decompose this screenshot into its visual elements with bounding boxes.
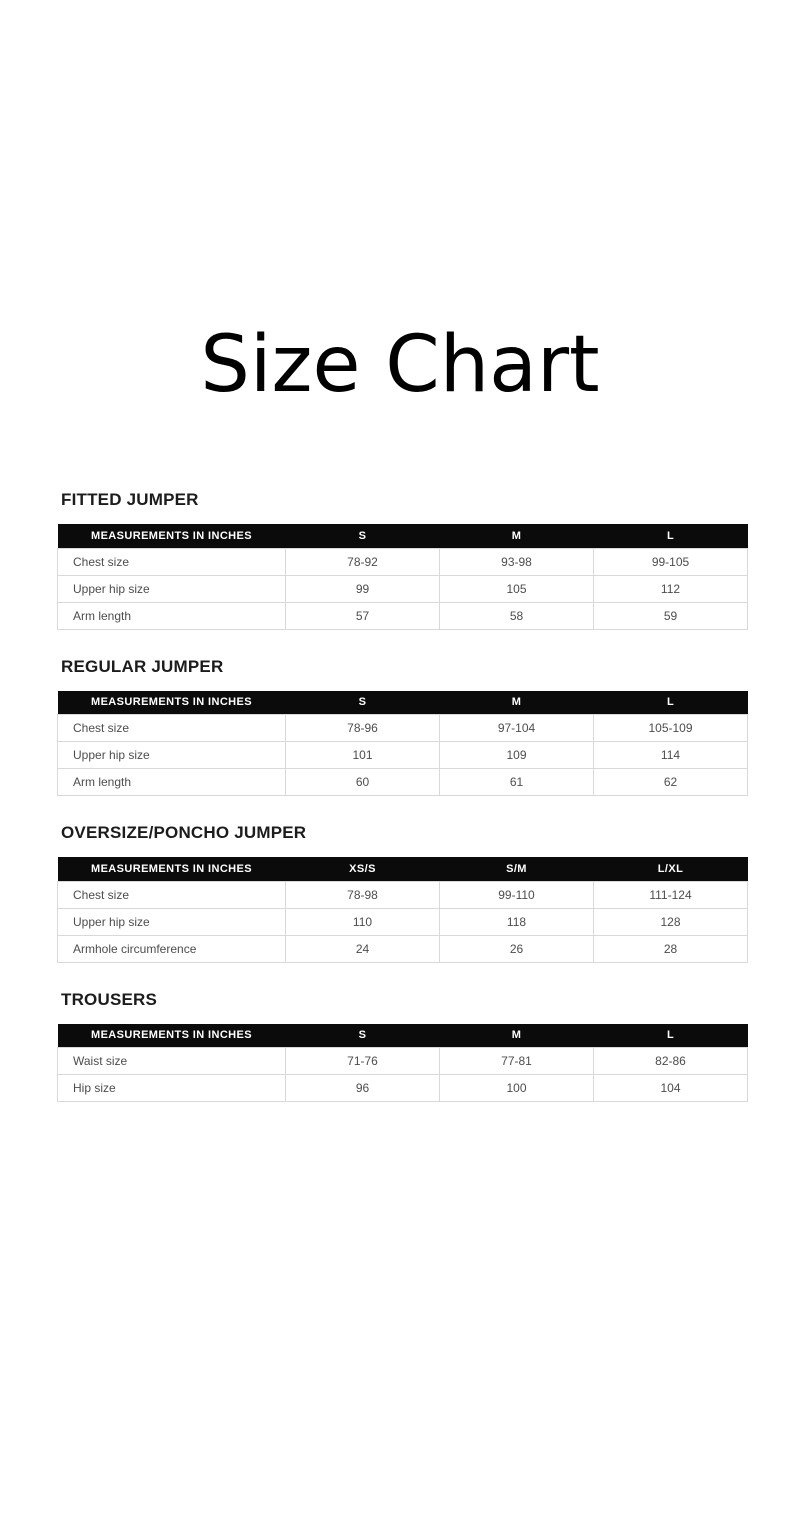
size-column-header: L/XL	[594, 857, 748, 881]
row-label-cell: Arm length	[58, 769, 286, 796]
size-column-header: S/M	[440, 857, 594, 881]
size-table-head	[58, 1024, 748, 1048]
value-cell: 97-104	[440, 715, 594, 742]
value-cell: 105	[440, 575, 594, 602]
row-label-cell: Upper hip size	[58, 742, 286, 769]
size-column-header: L	[594, 524, 748, 548]
table-row	[58, 715, 748, 742]
size-table-head	[58, 857, 748, 881]
size-table-body	[58, 1048, 748, 1102]
size-section	[57, 491, 747, 630]
size-column-header: S	[286, 691, 440, 715]
table-header-row	[58, 857, 748, 881]
size-tables-container	[57, 491, 747, 1102]
value-cell: 78-96	[286, 715, 440, 742]
size-section	[57, 824, 747, 963]
size-table	[57, 857, 748, 963]
row-label-cell: Chest size	[58, 548, 286, 575]
value-cell: 99-110	[440, 881, 594, 908]
size-column-header: XS/S	[286, 857, 440, 881]
size-section	[57, 658, 747, 797]
size-table-body	[58, 881, 748, 962]
section-heading: TROUSERS	[61, 989, 158, 1009]
value-cell: 128	[594, 908, 748, 935]
table-row	[58, 1048, 748, 1075]
value-cell: 110	[286, 908, 440, 935]
row-label-cell: Chest size	[58, 715, 286, 742]
value-cell: 60	[286, 769, 440, 796]
value-cell: 26	[440, 935, 594, 962]
value-cell: 24	[286, 935, 440, 962]
value-cell: 114	[594, 742, 748, 769]
value-cell: 111-124	[594, 881, 748, 908]
table-row	[58, 575, 748, 602]
value-cell: 57	[286, 602, 440, 629]
value-cell: 96	[286, 1075, 440, 1102]
size-column-header: L	[594, 691, 748, 715]
value-cell: 99	[286, 575, 440, 602]
page-title: Size Chart	[200, 320, 600, 410]
value-cell: 104	[594, 1075, 748, 1102]
section-heading: FITTED JUMPER	[61, 490, 199, 509]
measurements-column-header: MEASUREMENTS IN INCHES	[58, 524, 286, 548]
table-row	[58, 935, 748, 962]
table-row	[58, 742, 748, 769]
row-label-cell: Arm length	[58, 602, 286, 629]
value-cell: 109	[440, 742, 594, 769]
size-table-head	[58, 524, 748, 548]
section-heading: REGULAR JUMPER	[61, 656, 224, 676]
table-header-row	[58, 524, 748, 548]
size-table	[57, 524, 748, 630]
value-cell: 28	[594, 935, 748, 962]
value-cell: 59	[594, 602, 748, 629]
value-cell: 78-92	[286, 548, 440, 575]
size-column-header: M	[440, 691, 594, 715]
value-cell: 105-109	[594, 715, 748, 742]
size-table-body	[58, 715, 748, 796]
row-label-cell: Chest size	[58, 881, 286, 908]
table-row	[58, 881, 748, 908]
size-table-head	[58, 691, 748, 715]
size-column-header: M	[440, 1024, 594, 1048]
value-cell: 100	[440, 1075, 594, 1102]
row-label-cell: Hip size	[58, 1075, 286, 1102]
size-table	[57, 691, 748, 797]
value-cell: 71-76	[286, 1048, 440, 1075]
table-row	[58, 769, 748, 796]
value-cell: 101	[286, 742, 440, 769]
value-cell: 82-86	[594, 1048, 748, 1075]
value-cell: 118	[440, 908, 594, 935]
size-column-header: M	[440, 524, 594, 548]
row-label-cell: Waist size	[58, 1048, 286, 1075]
measurements-column-header: MEASUREMENTS IN INCHES	[58, 691, 286, 715]
row-label-cell: Upper hip size	[58, 908, 286, 935]
size-table-body	[58, 548, 748, 629]
size-column-header: S	[286, 1024, 440, 1048]
table-row	[58, 1075, 748, 1102]
table-header-row	[58, 691, 748, 715]
value-cell: 77-81	[440, 1048, 594, 1075]
size-chart-page	[0, 320, 800, 1102]
row-label-cell: Armhole circumference	[58, 935, 286, 962]
table-header-row	[58, 1024, 748, 1048]
value-cell: 61	[440, 769, 594, 796]
value-cell: 93-98	[440, 548, 594, 575]
value-cell: 112	[594, 575, 748, 602]
table-row	[58, 548, 748, 575]
size-column-header: S	[286, 524, 440, 548]
value-cell: 58	[440, 602, 594, 629]
measurements-column-header: MEASUREMENTS IN INCHES	[58, 857, 286, 881]
row-label-cell: Upper hip size	[58, 575, 286, 602]
size-section	[57, 991, 747, 1103]
section-heading: OVERSIZE/PONCHO JUMPER	[61, 823, 307, 842]
value-cell: 62	[594, 769, 748, 796]
measurements-column-header: MEASUREMENTS IN INCHES	[58, 1024, 286, 1048]
size-column-header: L	[594, 1024, 748, 1048]
size-table	[57, 1024, 748, 1103]
value-cell: 78-98	[286, 881, 440, 908]
table-row	[58, 602, 748, 629]
table-row	[58, 908, 748, 935]
value-cell: 99-105	[594, 548, 748, 575]
